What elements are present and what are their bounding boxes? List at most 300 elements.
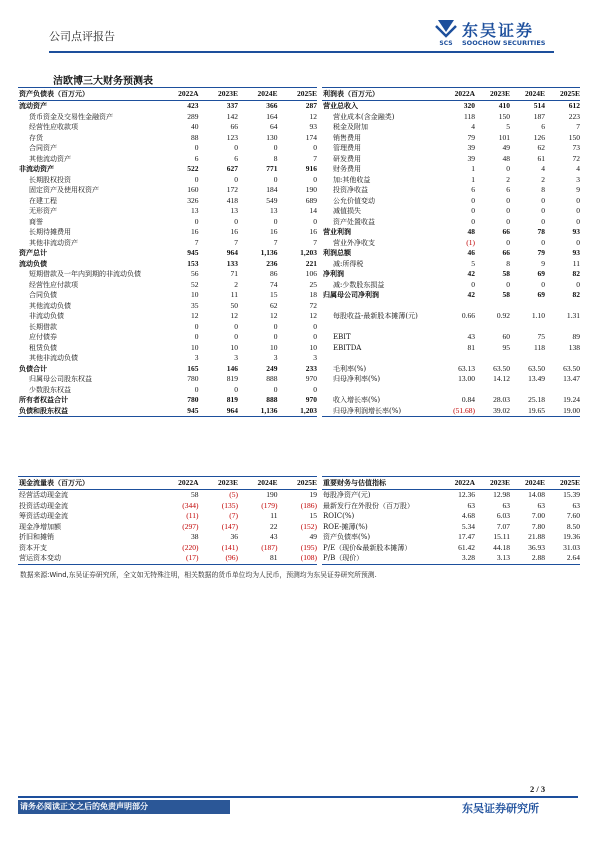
table-row <box>18 395 317 406</box>
logo-chinese-name: 东吴证券 <box>462 21 535 40</box>
table-cell: 916 <box>305 164 317 173</box>
table-row <box>322 112 580 123</box>
table-cell: 58 <box>191 490 199 499</box>
table-cell: 93 <box>309 122 317 131</box>
table-row <box>18 101 317 112</box>
table-cell: (135) <box>221 500 238 510</box>
table-cell: 0 <box>506 195 510 205</box>
table-cell: 43 <box>467 332 475 341</box>
table-cell: 14 <box>309 206 317 215</box>
column-header: 2022A <box>159 88 199 101</box>
table-cell: 63.50 <box>493 363 510 373</box>
table-cell <box>440 301 475 312</box>
table-cell: 58 <box>502 269 510 278</box>
table-row <box>322 227 580 238</box>
table-cell: 69 <box>537 290 545 299</box>
table-row <box>18 522 317 533</box>
table-row <box>322 196 580 207</box>
row-label: 合同资产 <box>29 144 57 152</box>
table-row <box>322 122 580 133</box>
balance-sheet-table <box>18 87 317 417</box>
row-label: 筹资活动现金流 <box>19 512 68 520</box>
column-header: 2023E <box>199 477 239 490</box>
disclaimer-text: 请务必阅读正文之后的免责声明部分 <box>20 802 148 811</box>
row-label: 其他非流动资产 <box>29 238 78 247</box>
table-cell <box>510 353 545 364</box>
table-cell: 63.13 <box>458 363 475 373</box>
table-cell: 7.60 <box>566 511 580 520</box>
table-cell: 2.64 <box>545 553 580 564</box>
table-row <box>322 501 580 512</box>
table-cell: 11 <box>230 290 238 299</box>
table-cell: 0 <box>234 143 238 152</box>
table-cell: 0 <box>313 321 317 331</box>
source-note: 数据来源:Wind,东吴证券研究所，全文如无特殊注明，相关数据的货币单位均为人民币，预测均为东吴证券研究所预测. <box>20 571 377 579</box>
table-cell: 0 <box>313 174 317 184</box>
table-cell: 142 <box>226 111 238 121</box>
table-cell: 0 <box>576 279 580 289</box>
row-label: 资本开支 <box>19 543 47 552</box>
table-row <box>322 154 580 165</box>
table-cell: 970 <box>305 395 317 404</box>
table-cell: 78 <box>537 227 545 236</box>
table-cell: 221 <box>305 258 317 268</box>
row-label: 长期待摊费用 <box>29 228 71 236</box>
row-label: 所有者权益合计 <box>19 395 68 404</box>
row-label: 非流动负债 <box>29 312 64 320</box>
table-cell: 15 <box>270 290 278 299</box>
institute-name: 东吴证券研究所 <box>462 802 539 815</box>
table-row <box>18 301 317 312</box>
table-cell: 66 <box>230 122 238 131</box>
table-row <box>18 217 317 228</box>
row-label: 其他非流动负债 <box>29 354 78 362</box>
table-row <box>322 290 580 301</box>
table-cell: 0 <box>541 237 545 247</box>
table-row <box>322 185 580 196</box>
table-cell: 19.65 <box>510 406 545 417</box>
table-cell: 10 <box>230 342 238 352</box>
table-cell: 69 <box>537 269 545 278</box>
table-row <box>18 280 317 291</box>
table-cell: 423 <box>187 101 199 110</box>
table-cell: 1.31 <box>566 311 580 320</box>
table-title: 重要财务与估值指标 <box>322 477 440 490</box>
table-cell: (5) <box>229 490 238 499</box>
table-cell: 6 <box>234 153 238 163</box>
table-cell: 8 <box>541 185 545 194</box>
table-row <box>18 154 317 165</box>
table-row <box>18 143 317 154</box>
table-cell: 0 <box>506 164 510 173</box>
table-cell: (220) <box>182 542 199 552</box>
table-cell: 3.28 <box>440 553 475 564</box>
table-row <box>322 522 580 533</box>
table-cell: 93 <box>572 227 580 236</box>
cash-flow-table <box>18 476 317 565</box>
table-cell: 0 <box>273 321 278 331</box>
table-cell: 1,203 <box>300 248 317 257</box>
row-label: 流动资产 <box>19 101 47 110</box>
table-cell: 12 <box>309 111 317 121</box>
table-cell: 287 <box>305 101 317 110</box>
table-cell: 89 <box>572 332 580 341</box>
row-label: 投资净收益 <box>333 186 368 194</box>
table-cell: 95 <box>502 342 510 352</box>
table-cell: 72 <box>309 300 317 310</box>
table-cell: 2.88 <box>510 553 545 564</box>
table-cell: 2 <box>234 279 238 289</box>
table-cell: 418 <box>226 195 238 205</box>
row-label: 每股净资产(元) <box>323 491 371 499</box>
table-row <box>18 332 317 343</box>
table-cell: 0 <box>506 279 510 289</box>
table-cell: 63 <box>537 500 545 510</box>
table-row <box>322 217 580 228</box>
row-label: 营运资本变动 <box>18 553 159 564</box>
table-cell: 8.50 <box>566 521 580 531</box>
table-cell: 9 <box>576 185 580 194</box>
table-cell: 0 <box>576 206 580 215</box>
table-cell: 130 <box>266 132 278 142</box>
table-cell: 780 <box>187 395 199 404</box>
table-cell: 0 <box>471 195 475 205</box>
table-cell: 13 <box>230 206 238 215</box>
table-cell: 14.12 <box>493 374 510 383</box>
table-row <box>18 238 317 249</box>
table-cell: (187) <box>261 542 278 552</box>
table-cell: 0.84 <box>461 395 475 404</box>
table-cell: 12.98 <box>493 490 510 499</box>
table-header-row <box>18 88 317 101</box>
table-row <box>18 490 317 501</box>
footer-divider <box>18 796 578 798</box>
table-cell: 63 <box>467 500 475 510</box>
column-header: 2024E <box>238 88 278 101</box>
table-cell: 190 <box>305 185 317 194</box>
table-cell: 63 <box>572 500 580 510</box>
table-cell: (195) <box>300 542 317 552</box>
table-cell: 153 <box>187 258 199 268</box>
table-cell: 174 <box>305 132 317 142</box>
table-cell <box>545 385 580 396</box>
table-cell: 81 <box>467 342 475 352</box>
table-cell: 172 <box>226 185 238 194</box>
row-label: 经营性应收款项 <box>29 123 78 131</box>
table-cell: 970 <box>305 374 317 383</box>
table-cell: 12 <box>191 311 199 320</box>
column-header: 2022A <box>440 88 475 101</box>
table-cell: 133 <box>226 258 238 268</box>
table-cell: 79 <box>537 248 545 257</box>
row-label: 流动负债 <box>19 258 47 268</box>
table-row <box>18 543 317 554</box>
table-cell: 13 <box>270 206 278 215</box>
row-label: 营业外净收支 <box>333 238 375 247</box>
table-cell: 12 <box>309 311 317 320</box>
table-cell: 1,203 <box>278 406 318 417</box>
table-cell: 38 <box>191 532 199 541</box>
row-label: 合同负债 <box>29 291 57 299</box>
table-row <box>322 322 580 333</box>
table-cell: 7 <box>194 237 199 247</box>
table-cell: 0 <box>506 216 510 226</box>
table-row <box>322 175 580 186</box>
table-row <box>18 532 317 543</box>
table-cell: 19.36 <box>563 532 580 541</box>
table-row <box>322 332 580 343</box>
row-label: 研发费用 <box>333 154 361 163</box>
table-row <box>322 364 580 375</box>
table-row <box>322 343 580 354</box>
table-cell: 514 <box>533 101 545 110</box>
table-cell: 326 <box>187 195 199 205</box>
table-cell: 66 <box>502 248 510 257</box>
report-type: 公司点评报告 <box>49 30 115 43</box>
header-divider <box>49 51 554 53</box>
table-row <box>18 406 317 417</box>
row-label: 资产负债率(%) <box>323 533 371 541</box>
table-cell: 7 <box>313 153 317 163</box>
table-cell: 118 <box>464 111 475 121</box>
table-cell: 39.02 <box>475 406 510 417</box>
table-cell <box>440 353 475 364</box>
table-cell: 42 <box>467 269 475 278</box>
table-cell: 12.36 <box>458 490 475 499</box>
row-label: 短期借款及一年内到期的非流动负债 <box>29 270 141 278</box>
table-row <box>322 133 580 144</box>
table-row <box>322 164 580 175</box>
table-cell: 71 <box>230 269 238 278</box>
table-title: 现金流量表（百万元） <box>18 477 159 490</box>
table-cell: 150 <box>498 111 510 121</box>
table-cell: 13.49 <box>528 374 545 383</box>
table-cell <box>545 301 580 312</box>
table-cell: 0 <box>194 143 199 152</box>
row-label: 资产总计 <box>19 248 47 257</box>
table-row <box>18 259 317 270</box>
table-cell: 0 <box>194 216 199 226</box>
table-row <box>18 248 317 259</box>
column-header: 2025E <box>278 88 318 101</box>
table-cell: 48 <box>502 153 510 163</box>
row-label: 货币资金及交易性金融资产 <box>29 112 113 121</box>
table-cell: 249 <box>266 363 278 373</box>
table-cell: (108) <box>278 553 318 564</box>
row-label: 加:其他收益 <box>333 175 371 184</box>
key-indicators-table <box>322 476 580 565</box>
row-label: 归属母公司净利润 <box>323 290 379 299</box>
table-cell: 289 <box>187 111 199 121</box>
table-cell: (344) <box>182 500 199 510</box>
row-label: 公允价值变动 <box>333 196 375 205</box>
table-cell: 3 <box>234 353 238 362</box>
table-cell: 0 <box>313 143 317 152</box>
table-cell: 164 <box>266 111 278 121</box>
table-cell: 366 <box>266 101 278 110</box>
table-cell: 88 <box>191 132 199 142</box>
row-label: 折旧和摊销 <box>19 533 54 541</box>
table-cell: 0 <box>273 332 278 341</box>
row-label <box>322 353 440 364</box>
table-row <box>322 353 580 364</box>
table-row <box>18 122 317 133</box>
table-cell: 22 <box>270 521 278 531</box>
table-cell: 6 <box>506 185 510 194</box>
table-cell: (186) <box>300 500 317 510</box>
table-cell: 0 <box>313 384 317 394</box>
table-cell: 223 <box>568 111 580 121</box>
table-cell: 50 <box>230 300 238 310</box>
table-cell: 0 <box>194 332 199 341</box>
table-cell: 16 <box>309 227 317 236</box>
table-cell: 7 <box>576 122 580 131</box>
row-label: P/B（现价） <box>322 553 440 564</box>
table-cell <box>545 353 580 364</box>
table-row <box>322 238 580 249</box>
column-header: 2023E <box>475 477 510 490</box>
table-row <box>322 101 580 112</box>
table-cell: 73 <box>572 143 580 152</box>
column-header: 2025E <box>278 477 318 490</box>
table-cell: 118 <box>534 342 545 352</box>
table-cell: 21.88 <box>528 532 545 541</box>
table-row <box>322 385 580 396</box>
table-cell <box>510 322 545 333</box>
table-row <box>18 385 317 396</box>
table-row <box>322 406 580 417</box>
table-cell: 6 <box>194 153 199 163</box>
row-label: 少数股东权益 <box>29 385 71 394</box>
table-cell: 0 <box>273 384 278 394</box>
table-cell: 7 <box>234 237 238 247</box>
table-cell: 5.34 <box>461 521 475 531</box>
table-header-row <box>18 477 317 490</box>
table-cell: (1) <box>466 237 475 247</box>
table-cell: 612 <box>568 101 580 110</box>
row-label: 投资活动现金流 <box>19 501 68 510</box>
table-cell: 56 <box>191 269 199 278</box>
table-cell: 6 <box>471 185 475 194</box>
table-cell <box>440 385 475 396</box>
table-cell: 8 <box>506 258 510 268</box>
table-cell: 0 <box>541 279 545 289</box>
table-cell: 7.00 <box>531 511 545 520</box>
table-cell: 12 <box>230 311 238 320</box>
income-statement-table <box>322 87 580 417</box>
table-row <box>322 553 580 564</box>
table-cell: 0 <box>313 332 317 341</box>
table-cell: 0 <box>576 237 580 247</box>
table-row <box>18 185 317 196</box>
table-cell: 1.10 <box>531 311 545 320</box>
table-row <box>18 269 317 280</box>
table-cell: 187 <box>533 111 545 121</box>
row-label: 存货 <box>29 133 43 142</box>
table-cell: 14.08 <box>528 490 545 499</box>
row-label <box>322 301 440 312</box>
table-cell <box>545 322 580 333</box>
table-cell: 12 <box>270 311 278 320</box>
table-cell: 10 <box>191 290 199 299</box>
table-cell: 35 <box>191 300 199 310</box>
table-row <box>18 196 317 207</box>
table-row <box>322 311 580 322</box>
table-cell: 48 <box>467 227 475 236</box>
column-header: 2023E <box>475 88 510 101</box>
table-cell: (152) <box>300 521 317 531</box>
table-cell: 64 <box>270 122 278 131</box>
table-cell: 522 <box>187 164 199 173</box>
table-cell: 36.93 <box>528 542 545 552</box>
column-header: 2022A <box>159 477 199 490</box>
table-cell: 0.66 <box>461 311 475 320</box>
table-cell: (11) <box>186 511 199 520</box>
table-cell: 81 <box>238 553 278 564</box>
row-label: 长期股权投资 <box>29 175 71 184</box>
table-cell: 150 <box>568 132 580 142</box>
table-cell: 337 <box>226 101 238 110</box>
table-cell: 190 <box>266 490 278 499</box>
row-label: 在建工程 <box>29 196 57 205</box>
table-cell: 138 <box>568 342 580 352</box>
column-header: 2024E <box>238 477 278 490</box>
table-cell: 6 <box>541 122 545 131</box>
row-label: 负债和股东权益 <box>18 406 159 417</box>
table-row <box>322 269 580 280</box>
table-cell: 15 <box>309 511 317 520</box>
table-cell: 46 <box>467 248 475 257</box>
table-cell: 0 <box>576 216 580 226</box>
table-cell: 25.18 <box>528 395 545 404</box>
table-row <box>322 490 580 501</box>
table-row <box>322 395 580 406</box>
table-cell: 82 <box>572 290 580 299</box>
table-cell: 25 <box>309 279 317 289</box>
table-cell: 19.00 <box>545 406 580 417</box>
table-cell: 689 <box>305 195 317 205</box>
table-cell: 549 <box>266 195 278 205</box>
row-label: 其他流动资产 <box>29 154 71 163</box>
table-cell: 52 <box>191 279 199 289</box>
table-title: 资产负债表（百万元） <box>18 88 159 101</box>
table-cell: 233 <box>305 363 317 373</box>
table-cell: (51.68) <box>440 406 475 417</box>
table-cell: 5 <box>506 122 510 131</box>
table-cell: 1 <box>471 174 475 184</box>
table-cell: 10 <box>309 342 317 352</box>
table-cell: 1,136 <box>260 248 278 257</box>
table-cell: 13 <box>191 206 199 215</box>
row-label: 无形资产 <box>29 207 57 215</box>
table-cell: 43 <box>270 532 278 541</box>
table-cell: 28.03 <box>493 395 510 404</box>
table-cell: 7 <box>273 237 278 247</box>
column-header: 2025E <box>545 88 580 101</box>
table-row <box>322 532 580 543</box>
table-cell: 7.07 <box>496 521 510 531</box>
table-cell: 15.11 <box>493 532 510 541</box>
section-title: 洁欧博三大财务预测表 <box>53 76 153 87</box>
table-cell: 3 <box>313 353 317 362</box>
table-cell: 62 <box>537 143 545 152</box>
row-label: 收入增长率(%) <box>333 396 381 404</box>
table-cell: 60 <box>502 332 510 341</box>
table-cell: 0 <box>313 216 317 226</box>
table-cell: 17.47 <box>458 532 475 541</box>
table-cell: 0 <box>541 195 545 205</box>
row-label: 营业总收入 <box>323 101 358 110</box>
